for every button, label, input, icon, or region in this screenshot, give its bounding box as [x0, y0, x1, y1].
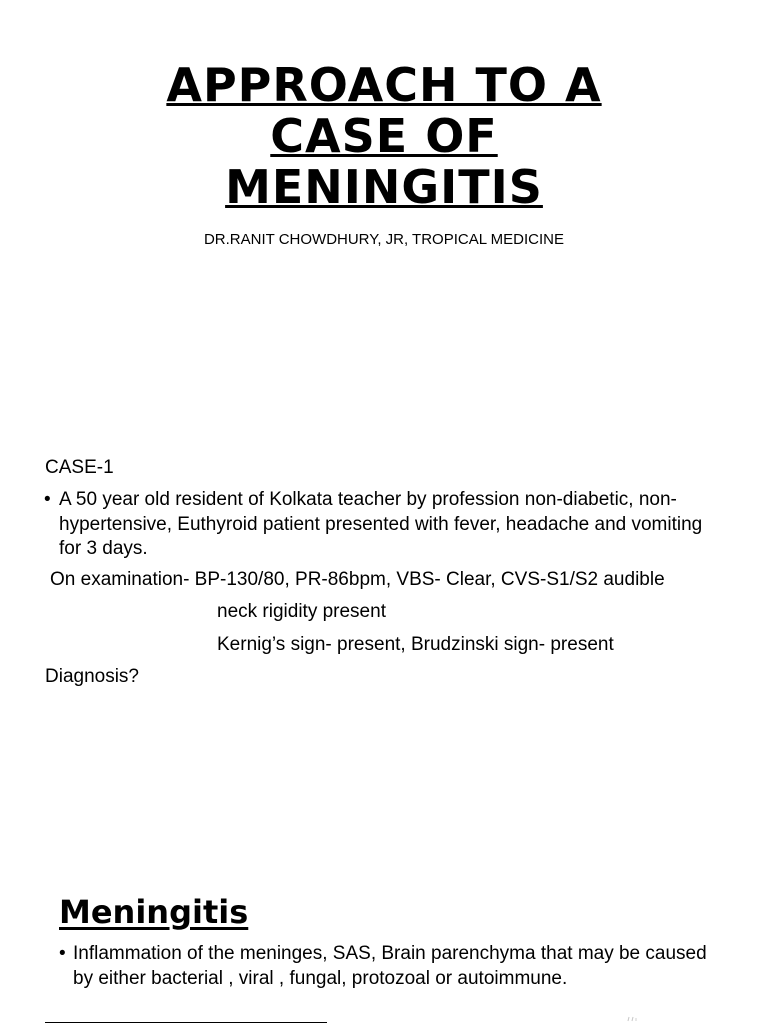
- definition-text: Inflammation of the meninges, SAS, Brain parenchyma that may be caused by either bacterial , viral , fungal, protozoal or autoimmune.: [73, 943, 707, 989]
- title-slide: [0, 0, 768, 420]
- slide-title: [0, 60, 768, 213]
- bullet-marker: •: [44, 489, 51, 510]
- bullet-marker: •: [59, 943, 66, 964]
- case-slide: [0, 440, 768, 860]
- faint-mark-icon: [626, 1016, 656, 1022]
- slide-title-line-1: APPROACH TO A: [166, 58, 602, 112]
- diagnosis-question: Diagnosis?: [45, 666, 139, 687]
- divider-rule: [45, 1022, 327, 1023]
- definition-slide: [0, 880, 768, 1024]
- case-label: CASE-1: [45, 457, 114, 478]
- slide-heading: Meningitis: [59, 893, 249, 931]
- slide-subtitle-author: DR.RANIT CHOWDHURY, JR, TROPICAL MEDICINE: [203, 231, 565, 248]
- examination-signs: Kernig’s sign- present, Brudzinski sign- present: [217, 634, 614, 655]
- slide-title-line-2: CASE OF: [270, 109, 498, 163]
- slide-title-line-3: MENINGITIS: [225, 160, 543, 214]
- faint-decorative-mark: [626, 1016, 656, 1022]
- examination-line: On examination- BP-130/80, PR-86bpm, VBS- Clear, CVS-S1/S2 audible: [50, 569, 665, 590]
- examination-neck-rigidity: neck rigidity present: [217, 601, 386, 622]
- case-history-text: A 50 year old resident of Kolkata teacher by profession non-diabetic, non-hypertensive, Euthyroid patient presented with fever, headache and vomiting for 3 days.: [59, 489, 703, 559]
